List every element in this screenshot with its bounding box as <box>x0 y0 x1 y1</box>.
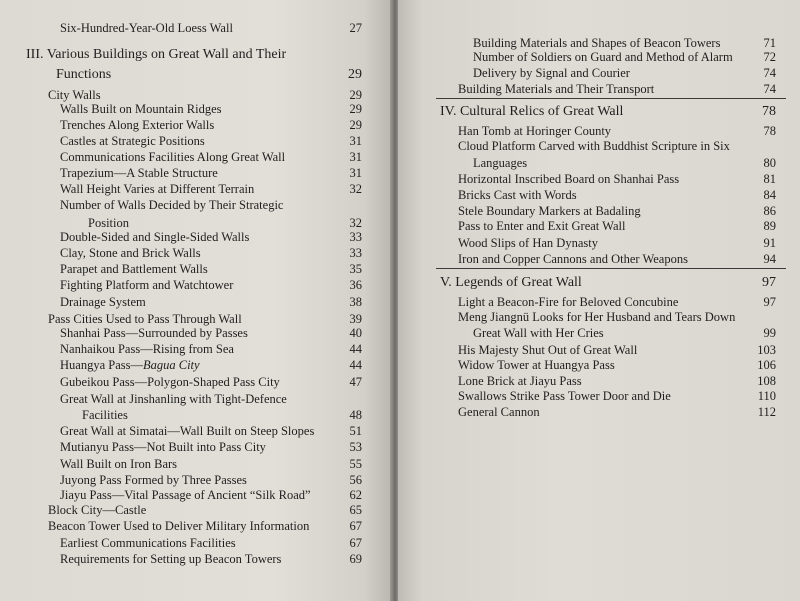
toc-page-number: 29 <box>349 102 362 116</box>
toc-entry-great-wall-at-simatai-wall-built-on-stee: Great Wall at Simatai—Wall Built on Steep Slopes <box>60 424 315 438</box>
toc-entry-block-city-castle: Block City—Castle <box>48 503 147 517</box>
toc-heading-v-legends-of-great-wall: V. Legends of Great Wall <box>440 275 582 290</box>
toc-entry-swallows-strike-pass-tower-door-and-die: Swallows Strike Pass Tower Door and Die <box>458 389 671 403</box>
toc-page-number: 29 <box>349 88 362 102</box>
toc-entry-facilities: Facilities <box>82 408 128 422</box>
section-divider-rule <box>436 98 786 99</box>
toc-page-number: 103 <box>757 343 776 357</box>
toc-entry-trapezium-a-stable-structure: Trapezium—A Stable Structure <box>60 166 218 180</box>
toc-entry-building-materials-and-their-transport: Building Materials and Their Transport <box>458 82 655 96</box>
toc-entry-fighting-platform-and-watchtower: Fighting Platform and Watchtower <box>60 278 234 292</box>
toc-heading-iv-cultural-relics-of-great-wall: IV. Cultural Relics of Great Wall <box>440 104 624 119</box>
toc-entry-great-wall-with-her-cries: Great Wall with Her Cries <box>473 326 604 340</box>
toc-page-number: 74 <box>763 66 776 80</box>
toc-page-number: 32 <box>349 216 362 230</box>
toc-entry-delivery-by-signal-and-courier: Delivery by Signal and Courier <box>473 66 630 80</box>
toc-entry-horizontal-inscribed-board-on-shanhai-pa: Horizontal Inscribed Board on Shanhai Pass <box>458 172 680 186</box>
toc-page-number: 72 <box>763 50 776 64</box>
toc-heading-functions: Functions <box>56 67 112 82</box>
toc-page-number: 108 <box>757 374 776 388</box>
toc-entry-number-of-soldiers-on-guard-and-method-o: Number of Soldiers on Guard and Method of Alarm <box>473 50 733 64</box>
toc-page-number: 74 <box>763 82 776 96</box>
toc-page-number: 106 <box>757 358 776 372</box>
toc-entry-clay-stone-and-brick-walls: Clay, Stone and Brick Walls <box>60 246 201 260</box>
toc-entry-castles-at-strategic-positions: Castles at Strategic Positions <box>60 134 205 148</box>
toc-entry-city-walls: City Walls <box>48 88 101 102</box>
toc-page-number: 31 <box>349 134 362 148</box>
toc-entry-widow-tower-at-huangya-pass: Widow Tower at Huangya Pass <box>458 358 615 372</box>
toc-page-number: 53 <box>349 440 362 454</box>
toc-page-number: 80 <box>763 156 776 170</box>
toc-page-number: 78 <box>762 104 776 119</box>
left-page <box>0 0 392 601</box>
toc-entry-parapet-and-battlement-walls: Parapet and Battlement Walls <box>60 262 208 276</box>
toc-page-number: 69 <box>349 552 362 566</box>
toc-page-number: 35 <box>349 262 362 276</box>
italic-term: Bagua City <box>142 358 200 372</box>
toc-page-number: 94 <box>763 252 776 266</box>
toc-entry-requirements-for-setting-up-beacon-tower: Requirements for Setting up Beacon Towers <box>60 552 282 566</box>
toc-entry-wood-slips-of-han-dynasty: Wood Slips of Han Dynasty <box>458 236 598 250</box>
toc-page-number: 36 <box>349 278 362 292</box>
toc-entry-lone-brick-at-jiayu-pass: Lone Brick at Jiayu Pass <box>458 374 582 388</box>
toc-page-number: 29 <box>348 67 362 82</box>
toc-page-number: 29 <box>349 118 362 132</box>
toc-page-number: 39 <box>349 312 362 326</box>
toc-heading-iii-various-buildings-on-great-wall-and-: III. Various Buildings on Great Wall and Their <box>26 47 287 62</box>
toc-entry-double-sided-and-single-sided-walls: Double-Sided and Single-Sided Walls <box>60 230 250 244</box>
toc-page-number: 112 <box>757 405 776 419</box>
toc-entry-position: Position <box>88 216 129 230</box>
toc-page-number: 99 <box>763 326 776 340</box>
toc-entry-wall-built-on-iron-bars: Wall Built on Iron Bars <box>60 457 178 471</box>
toc-entry-trenches-along-exterior-walls: Trenches Along Exterior Walls <box>60 118 215 132</box>
toc-page-number: 40 <box>349 326 362 340</box>
toc-page-number: 78 <box>763 124 776 138</box>
toc-entry-communications-facilities-along-great-wa: Communications Facilities Along Great Wall <box>60 150 286 164</box>
toc-entry-his-majesty-shut-out-of-great-wall: His Majesty Shut Out of Great Wall <box>458 343 638 357</box>
toc-entry-walls-built-on-mountain-ridges: Walls Built on Mountain Ridges <box>60 102 222 116</box>
toc-page-number: 33 <box>349 230 362 244</box>
toc-entry-general-cannon: General Cannon <box>458 405 540 419</box>
toc-entry-iron-and-copper-cannons-and-other-weapon: Iron and Copper Cannons and Other Weapons <box>458 252 688 266</box>
toc-entry-pass-cities-used-to-pass-through-wall: Pass Cities Used to Pass Through Wall <box>48 312 242 326</box>
toc-entry-number-of-walls-decided-by-their-strateg: Number of Walls Decided by Their Strategic <box>60 198 284 212</box>
toc-entry-nanhaikou-pass-rising-from-sea: Nanhaikou Pass—Rising from Sea <box>60 342 234 356</box>
toc-page-number: 81 <box>763 172 776 186</box>
toc-entry-han-tomb-at-horinger-county: Han Tomb at Horinger County <box>458 124 612 138</box>
toc-page-number: 84 <box>763 188 776 202</box>
toc-entry-gubeikou-pass-polygon-shaped-pass-city: Gubeikou Pass—Polygon-Shaped Pass City <box>60 375 280 389</box>
toc-page-number: 55 <box>349 457 362 471</box>
toc-page-number: 97 <box>763 295 776 309</box>
toc-page-number: 56 <box>349 473 362 487</box>
toc-page-number: 48 <box>349 408 362 422</box>
toc-page-number: 67 <box>349 536 362 550</box>
toc-entry-six-hundred-year-old-loess-wall: Six-Hundred-Year-Old Loess Wall <box>60 21 233 35</box>
toc-page-number: 89 <box>763 219 776 233</box>
toc-page-number: 110 <box>757 389 776 403</box>
toc-page-number: 47 <box>349 375 362 389</box>
toc-entry-earliest-communications-facilities: Earliest Communications Facilities <box>60 536 236 550</box>
section-divider-rule <box>436 268 786 269</box>
toc-entry-light-a-beacon-fire-for-beloved-concubin: Light a Beacon-Fire for Beloved Concubine <box>458 295 679 309</box>
toc-page-number: 44 <box>349 342 362 356</box>
toc-entry-shanhai-pass-surrounded-by-passes: Shanhai Pass—Surrounded by Passes <box>60 326 248 340</box>
toc-entry-huangya-pass-bagua-city: Huangya Pass—Bagua City <box>60 358 200 372</box>
toc-page-number: 65 <box>349 503 362 517</box>
toc-page-number: 62 <box>349 488 362 502</box>
right-page <box>398 0 800 601</box>
toc-entry-wall-height-varies-at-different-terrain: Wall Height Varies at Different Terrain <box>60 182 255 196</box>
toc-entry-juyong-pass-formed-by-three-passes: Juyong Pass Formed by Three Passes <box>60 473 247 487</box>
toc-entry-mutianyu-pass-not-built-into-pass-city: Mutianyu Pass—Not Built into Pass City <box>60 440 266 454</box>
toc-page-number: 31 <box>349 166 362 180</box>
toc-page-number: 67 <box>349 519 362 533</box>
toc-entry-great-wall-at-jinshanling-with-tight-def: Great Wall at Jinshanling with Tight-Defence <box>60 392 287 406</box>
toc-entry-stele-boundary-markers-at-badaling: Stele Boundary Markers at Badaling <box>458 204 641 218</box>
toc-page-number: 38 <box>349 295 362 309</box>
toc-page-number: 32 <box>349 182 362 196</box>
toc-page-number: 33 <box>349 246 362 260</box>
toc-page-number: 31 <box>349 150 362 164</box>
toc-entry-jiayu-pass-vital-passage-of-ancient-silk: Jiayu Pass—Vital Passage of Ancient “Silk Road” <box>60 488 311 502</box>
toc-entry-building-materials-and-shapes-of-beacon-: Building Materials and Shapes of Beacon Towers <box>473 36 721 50</box>
toc-entry-beacon-tower-used-to-deliver-military-in: Beacon Tower Used to Deliver Military Information <box>48 519 310 533</box>
toc-page-number: 71 <box>763 36 776 50</box>
toc-entry-drainage-system: Drainage System <box>60 295 146 309</box>
toc-page-number: 86 <box>763 204 776 218</box>
toc-page-number: 91 <box>763 236 776 250</box>
toc-entry-cloud-platform-carved-with-buddhist-scri: Cloud Platform Carved with Buddhist Scripture in Six <box>458 139 730 153</box>
toc-page-number: 44 <box>349 358 362 372</box>
toc-entry-bricks-cast-with-words: Bricks Cast with Words <box>458 188 577 202</box>
toc-entry-meng-jiangn-looks-for-her-husband-and-te: Meng Jiangnü Looks for Her Husband and Tears Down <box>458 310 736 324</box>
toc-entry-pass-to-enter-and-exit-great-wall: Pass to Enter and Exit Great Wall <box>458 219 626 233</box>
toc-page-number: 51 <box>349 424 362 438</box>
toc-page-number: 97 <box>762 275 776 290</box>
toc-page-number: 27 <box>349 21 362 35</box>
toc-entry-languages: Languages <box>473 156 528 170</box>
